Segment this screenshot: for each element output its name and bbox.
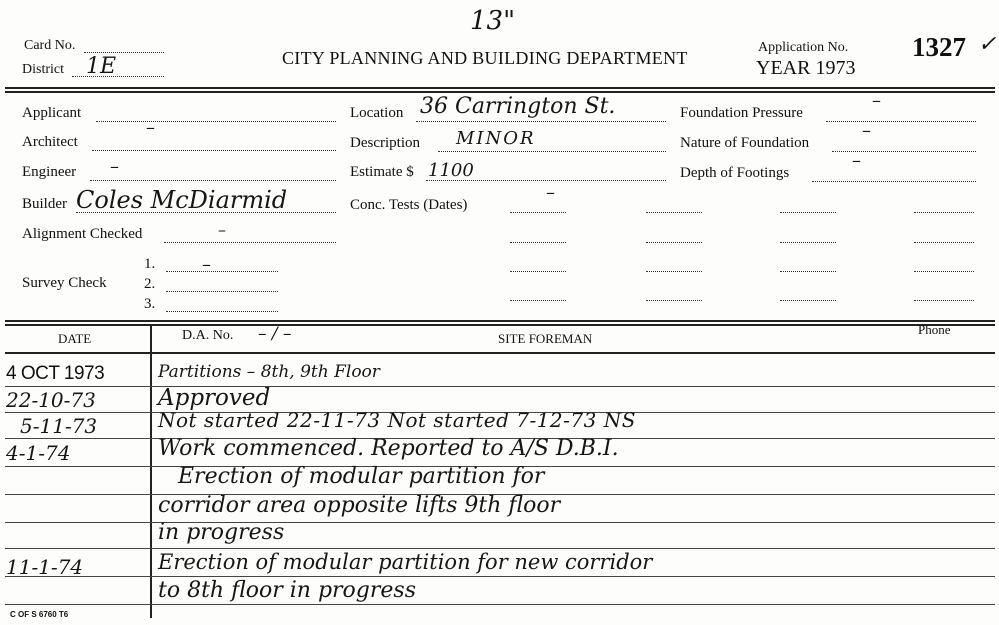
- site-foreman-header: SITE FOREMAN: [498, 331, 593, 346]
- test-dots-2d: [914, 242, 974, 243]
- entry-text: to 8th floor in progress: [158, 578, 416, 603]
- survey-2-dots: [166, 291, 278, 292]
- alignment-label: Alignment Checked: [22, 226, 143, 242]
- row-line-8: [5, 576, 995, 577]
- survey-check-label: Survey Check: [22, 275, 107, 291]
- table-rule-top-2: [5, 324, 995, 326]
- engineer-value: –: [110, 156, 119, 177]
- test-dots-4c: [780, 300, 836, 301]
- phone-header: Phone: [918, 322, 951, 337]
- test-dots-3d: [914, 271, 974, 272]
- test-dots-3c: [780, 271, 836, 272]
- entry-date: 5-11-73: [20, 414, 98, 438]
- check-mark-icon: ✓: [978, 32, 997, 57]
- alignment-value: –: [218, 220, 226, 239]
- test-dots-1b: [646, 212, 702, 213]
- foundation-pressure-value: –: [872, 90, 881, 111]
- test-dots-1c: [780, 212, 836, 213]
- test-dots-1a: [510, 212, 566, 213]
- entry-text: Not started 22-11-73 Not started 7-12-73 NS: [158, 408, 636, 432]
- builder-label: Builder: [22, 196, 67, 212]
- estimate-label: Estimate $: [350, 164, 414, 180]
- description-value: MINOR: [456, 128, 536, 149]
- test-dots-2b: [646, 242, 702, 243]
- year-label: YEAR 1973: [756, 57, 856, 79]
- architect-value: –: [146, 117, 155, 138]
- entry-date: 4-1-74: [6, 441, 71, 465]
- depth-footings-value: –: [852, 150, 861, 171]
- engineer-label: Engineer: [22, 164, 77, 180]
- test-dots-4d: [914, 300, 974, 301]
- card-top-note: 13": [470, 6, 516, 36]
- entry-text: Partitions – 8th, 9th Floor: [158, 362, 380, 382]
- survey-1-label: 1.: [144, 256, 156, 272]
- foundation-pressure-dots: [826, 121, 976, 122]
- test-dots-1d: [914, 212, 974, 213]
- test-dots-3a: [510, 271, 566, 272]
- architect-dots: [92, 150, 336, 151]
- description-dots: [438, 151, 666, 152]
- form-code: C OF S 6760 T6: [10, 610, 69, 619]
- row-line-9: [5, 604, 995, 605]
- survey-1-value: –: [202, 254, 211, 275]
- entry-date: 4 OCT 1973: [6, 363, 105, 384]
- survey-1-dots: [166, 271, 278, 272]
- survey-3-dots: [166, 311, 278, 312]
- test-dots-2c: [780, 242, 836, 243]
- date-column-header: DATE: [58, 331, 92, 346]
- district-value: 1E: [86, 54, 117, 79]
- entry-text: Work commenced. Reported to A/S D.B.I.: [158, 436, 619, 461]
- test-dots-3b: [646, 271, 702, 272]
- entry-text: corridor area opposite lifts 9th floor: [158, 493, 561, 518]
- location-label: Location: [350, 105, 404, 121]
- survey-3-label: 3.: [144, 296, 156, 312]
- da-no-value: – / –: [258, 324, 292, 344]
- nature-foundation-label: Nature of Foundation: [680, 135, 810, 151]
- table-header-rule: [5, 352, 995, 354]
- location-value: 36 Carrington St.: [420, 94, 616, 119]
- entry-text: Approved: [158, 385, 271, 411]
- entry-date: 22-10-73: [6, 388, 96, 412]
- conc-tests-value: –: [546, 182, 555, 203]
- district-label: District: [22, 62, 64, 77]
- depth-footings-dots: [812, 181, 976, 182]
- row-line-7: [5, 548, 995, 549]
- conc-tests-label: Conc. Tests (Dates): [350, 197, 468, 213]
- department-title: CITY PLANNING AND BUILDING DEPARTMENT: [282, 48, 688, 68]
- builder-value: Coles McDiarmid: [76, 186, 288, 214]
- date-column-divider: [150, 326, 152, 618]
- application-number: 1327: [912, 32, 966, 62]
- da-no-label: D.A. No.: [182, 328, 234, 343]
- description-label: Description: [350, 135, 420, 151]
- header-rule-bottom: [5, 91, 995, 93]
- table-rule-top: [5, 320, 995, 322]
- entry-text: in progress: [158, 520, 285, 545]
- row-line-1: [5, 386, 995, 387]
- depth-footings-label: Depth of Footings: [680, 165, 790, 181]
- foundation-pressure-label: Foundation Pressure: [680, 105, 803, 121]
- test-dots-2a: [510, 242, 566, 243]
- card-no-dots: [84, 52, 164, 53]
- test-dots-4b: [646, 300, 702, 301]
- location-dots: [416, 121, 666, 122]
- applicant-label: Applicant: [22, 105, 82, 121]
- nature-foundation-value: –: [862, 120, 871, 141]
- entry-date: 11-1-74: [6, 555, 84, 579]
- survey-2-label: 2.: [144, 276, 156, 292]
- architect-label: Architect: [22, 134, 78, 150]
- alignment-dots: [164, 242, 336, 243]
- header-rule-top: [5, 87, 995, 89]
- engineer-dots: [90, 180, 336, 181]
- application-no-label: Application No.: [758, 40, 849, 55]
- test-dots-4a: [510, 300, 566, 301]
- card-no-label: Card No.: [24, 38, 76, 53]
- estimate-value: 1100: [428, 160, 474, 181]
- entry-text: Erection of modular partition for new corridor: [158, 550, 653, 574]
- applicant-dots: [96, 121, 336, 122]
- entry-text: Erection of modular partition for: [178, 464, 545, 489]
- row-line-6: [5, 522, 995, 523]
